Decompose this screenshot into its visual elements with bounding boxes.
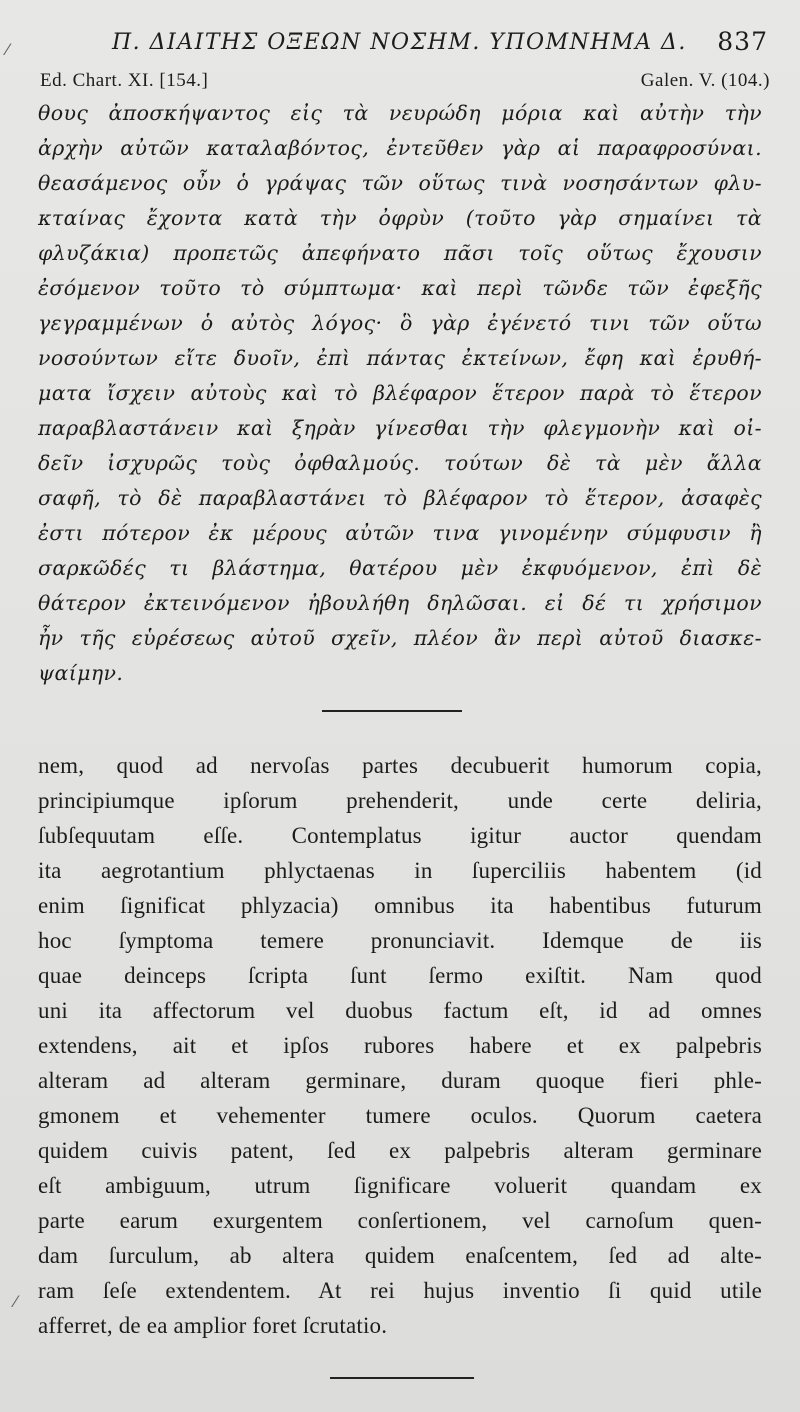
page-number: 837 (717, 27, 768, 56)
running-head (0, 27, 800, 64)
latin-text-block (38, 748, 762, 1343)
latin-line: alteram ad alteram germinare, duram quoque fieri phle- (38, 1068, 762, 1093)
latin-line: nem, quod ad nervoſas partes decubuerit humorum copia, (38, 753, 762, 778)
greek-line: νοσούντων εἴτε δυοῖν, ἐπὶ πάντας ἐκτείνων, ἔφη καὶ ἐρυθή- (38, 346, 762, 370)
latin-line: hoc ſymptoma temere pronunciavit. Idemque de iis (38, 928, 762, 953)
latin-line: eſt ambiguum, utrum ſignificare voluerit quandam ex (38, 1173, 762, 1198)
greek-line: θεασάμενος οὖν ὁ γράψας τῶν οὕτως τινὰ νοσησάντων φλυ- (38, 171, 762, 195)
latin-line: gmonem et vehementer tumere oculos. Quorum caetera (38, 1103, 762, 1128)
section-divider (330, 1377, 474, 1379)
latin-line: principiumque ipſorum prehenderit, unde certe deliria, (38, 788, 762, 813)
latin-line: parte earum exurgentem conſertionem, vel carnoſum quen- (38, 1208, 762, 1233)
greek-line: σαρκῶδές τι βλάστημα, θατέρου μὲν ἐκφυόμενον, ἐπὶ δὲ (38, 556, 762, 580)
greek-line: δεῖν ἰσχυρῶς τοὺς ὀφθαλμούς. τούτων δὲ τὰ μὲν ἄλλα (38, 451, 762, 475)
greek-text-block (38, 96, 762, 691)
greek-line: ἀρχὴν αὐτῶν καταλαβόντος, ἐντεῦθεν γὰρ αἱ παραφροσύναι. (38, 136, 762, 160)
running-title: Π. ΔΙΑΙΤΗΣ ΟΞΕΩΝ ΝΟΣΗΜ. ΥΠΟΜΝΗΜΑ Δ. (112, 30, 687, 55)
margin-mark: ⁄ (14, 1292, 17, 1311)
greek-line: θάτερον ἐκτεινόμενον ἠβουλήθη δηλῶσαι. εἰ δέ τι χρήσιμον (38, 591, 762, 615)
section-divider (322, 710, 462, 712)
greek-line: ἐστι πότερον ἐκ μέρους αὐτῶν τινα γινομένην σύμφυσιν ἢ (38, 521, 762, 545)
latin-line: ram ſeſe extendentem. At rei hujus inventio ſi quid utile (38, 1278, 762, 1303)
kuehn-reference: Galen. V. (104.) (640, 70, 770, 91)
greek-line: παραβλαστάνειν καὶ ξηρὰν γίνεσθαι τὴν φλεγμονὴν καὶ οἰ- (38, 416, 762, 440)
chartier-reference: Ed. Chart. XI. [154.] (40, 70, 209, 91)
greek-line: γεγραμμένων ὁ αὐτὸς λόγος· ὃ γὰρ ἐγένετό τινι τῶν οὕτω (38, 311, 762, 335)
edition-reference-line (0, 70, 800, 96)
latin-line: ita aegrotantium phlyctaenas in ſuperciliis habentem (id (38, 858, 762, 883)
greek-line: ψαίμην. (38, 661, 124, 685)
greek-line: φλυζάκια) προπετῶς ἀπεφήνατο πᾶσι τοῖς οὕτως ἔχουσιν (38, 241, 762, 265)
greek-line: ἦν τῆς εὑρέσεως αὐτοῦ σχεῖν, πλέον ἂν περὶ αὐτοῦ διασκε- (38, 626, 762, 650)
greek-line: θους ἀποσκήψαντος εἰς τὰ νευρώδη μόρια καὶ αὐτὴν τὴν (38, 101, 762, 125)
greek-line: ἐσόμενον τοῦτο τὸ σύμπτωμα· καὶ περὶ τῶνδε τῶν ἐφεξῆς (38, 276, 762, 300)
latin-line: quae deinceps ſcripta ſunt ſermo exiſtit. Nam quod (38, 963, 762, 988)
greek-line: κταίνας ἔχοντα κατὰ τὴν ὀφρὺν (τοῦτο γὰρ σημαίνει τὰ (38, 206, 762, 230)
latin-line: ſubſequutam eſſe. Contemplatus igitur auctor quendam (38, 823, 762, 848)
latin-line: quidem cuivis patent, ſed ex palpebris alteram germinare (38, 1138, 762, 1163)
greek-line: σαφῆ, τὸ δὲ παραβλαστάνει τὸ βλέφαρον τὸ ἕτερον, ἀσαφὲς (38, 486, 762, 510)
margin-mark: ⁄ (6, 40, 9, 59)
latin-line: uni ita affectorum vel duobus factum eſt, id ad omnes (38, 998, 762, 1023)
greek-line: ματα ἴσχειν αὐτοὺς καὶ τὸ βλέφαρον ἕτερον παρὰ τὸ ἕτερον (38, 381, 762, 405)
latin-line: extendens, ait et ipſos rubores habere et ex palpebris (38, 1033, 762, 1058)
latin-line: afferret, de ea amplior foret ſcrutatio. (38, 1313, 388, 1338)
latin-line: enim ſignificat phlyzacia) omnibus ita habentibus futurum (38, 893, 762, 918)
latin-line: dam ſurculum, ab altera quidem enaſcentem, ſed ad alte- (38, 1243, 762, 1268)
